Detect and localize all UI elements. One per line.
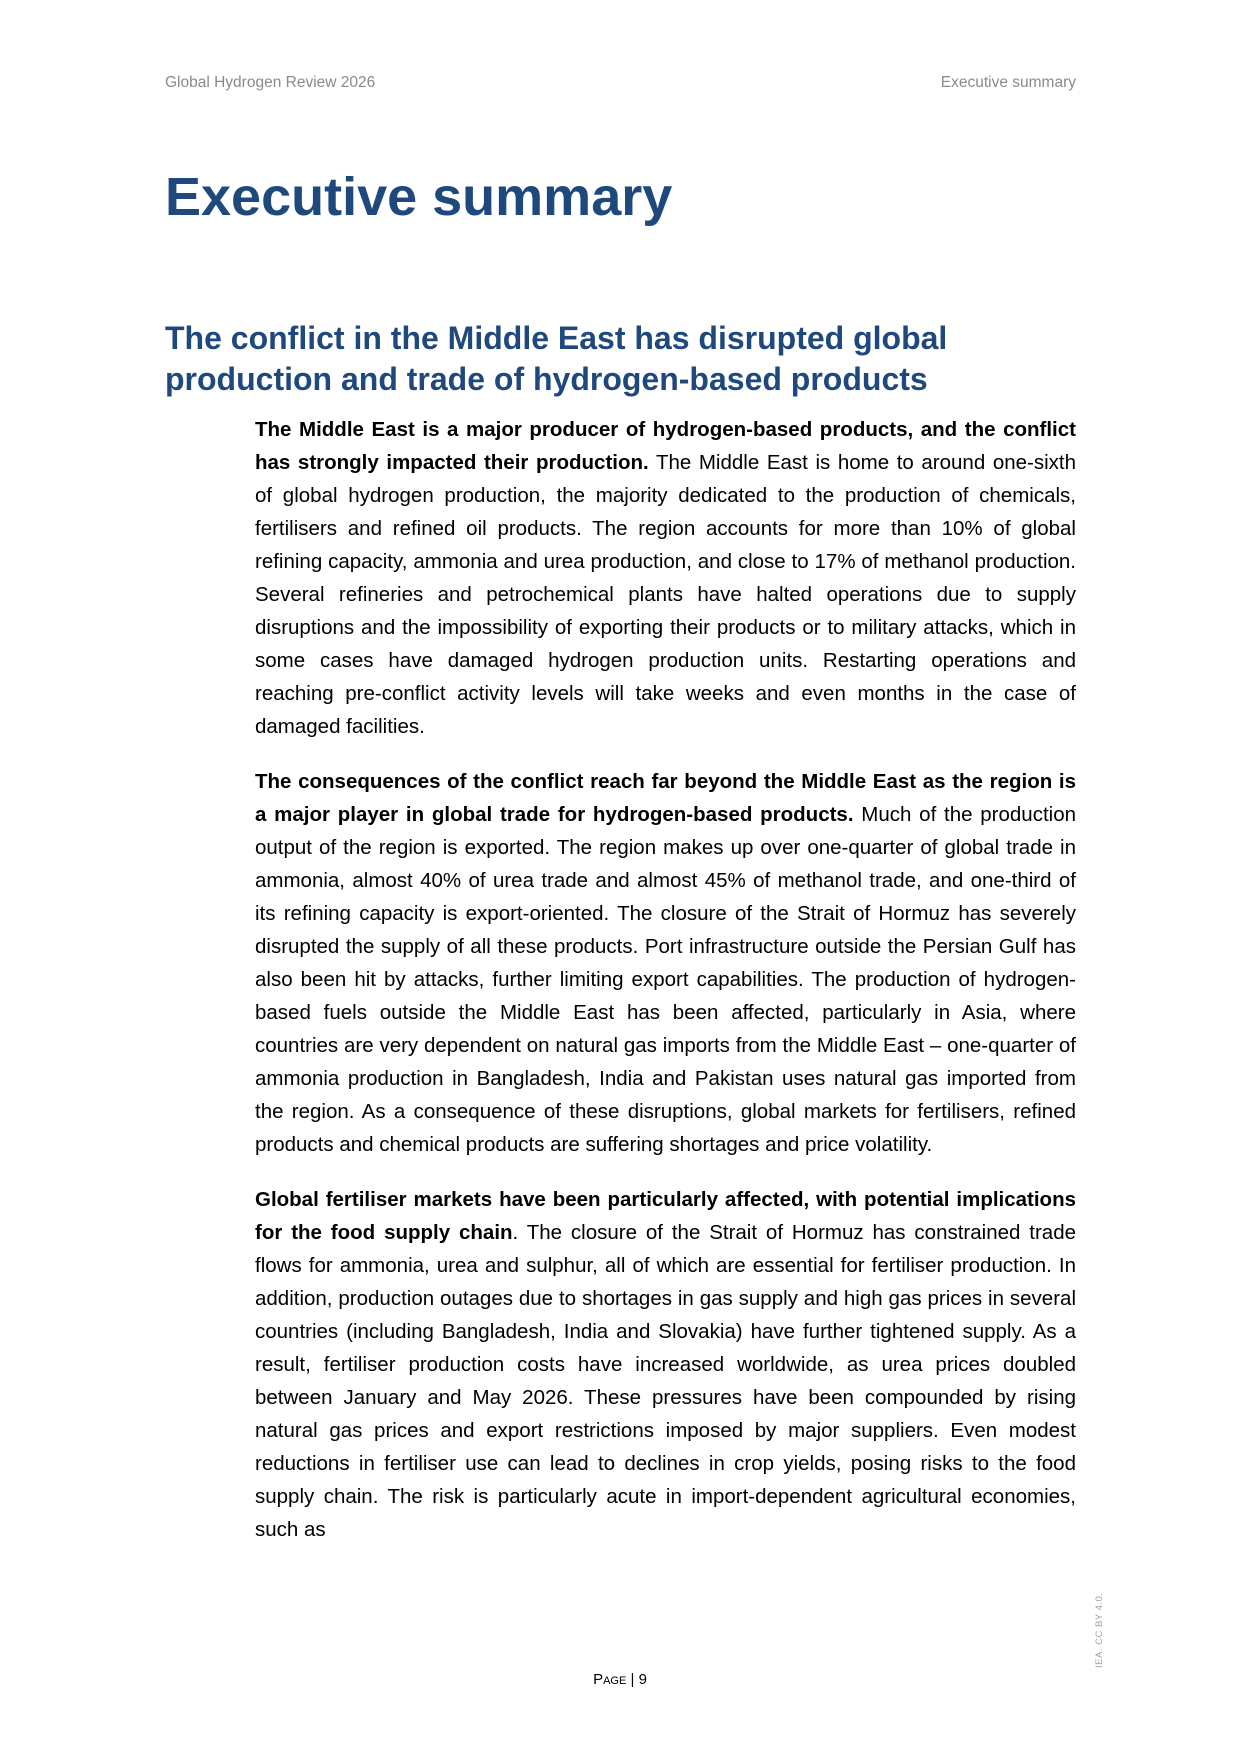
paragraph-2-lead: The consequences of the conflict reach far beyond the Middle East as the region is a major player in global trade for hydrogen-based products. [255,770,1076,826]
paragraph-2-text: Much of the production output of the region is exported. The region makes up over one-quarter of global trade in ammonia, almost 40% of urea trade and almost 45% of methanol trade, and one-third of its refining capacity is export-oriented. The closure of the Strait of Hormuz has severely disrupted the supply of all these products. Port infrastructure outside the Persian Gulf has also been hit by attacks, further limiting export capabilities. The production of hydrogen-based fuels outside the Middle East has been affected, particularly in Asia, where countries are very dependent on natural gas imports from the Middle East – one-quarter of ammonia production in Bangladesh, India and Pakistan uses natural gas imported from the region. As a consequence of these disruptions, global markets for fertilisers, refined products and chemical products are suffering shortages and price volatility. [255,803,1076,1156]
page-footer [0,1671,1240,1688]
page-label: Page [593,1671,627,1688]
paragraph-3-text: . The closure of the Strait of Hormuz has constrained trade flows for ammonia, urea and sulphur, all of which are essential for fertiliser production. In addition, production outages due to shortages in gas supply and high gas prices in several countries (including Bangladesh, India and Slovakia) have further tightened supply. As a result, fertiliser production costs have increased worldwide, as urea prices doubled between January and May 2026. These pressures have been compounded by rising natural gas prices and export restrictions imposed by major suppliers. Even modest reductions in fertiliser use can lead to declines in crop yields, posing risks to the food supply chain. The risk is particularly acute in import-dependent agricultural economies, such as [255,1221,1077,1541]
paragraph-2 [255,765,1076,1161]
paragraph-1-text: The Middle East is home to around one-sixth of global hydrogen production, the majority dedicated to the production of chemicals, fertilisers and refined oil products. The region accounts for more than 10% of global refining capacity, ammonia and urea production, and close to 17% of methanol production. Several refineries and petrochemical plants have halted operations due to supply disruptions and the impossibility of exporting their products or to military attacks, which in some cases have damaged hydrogen production units. Restarting operations and reaching pre-conflict activity levels will take weeks and even months in the case of damaged facilities. [255,451,1076,738]
license-notice: IEA. CC BY 4.0. [1094,1592,1105,1668]
paragraph-1-lead: The Middle East is a major producer of hydrogen-based products, and the conflict has strongly impacted their production. [255,418,1076,474]
paragraph-3-lead: Global fertiliser markets have been particularly affected, with potential implications for the food supply chain [255,1188,1076,1244]
body-text [255,413,1076,1568]
page-number: 9 [638,1671,647,1688]
page-title: Executive summary [165,167,673,227]
report-title: Global Hydrogen Review 2026 [165,74,376,91]
paragraph-1 [255,413,1076,743]
section-label: Executive summary [940,74,1076,91]
paragraph-3 [255,1183,1076,1546]
section-heading: The conflict in the Middle East has disrupted global production and trade of hydrogen-based products [165,320,948,397]
page-separator: | [626,1671,639,1688]
